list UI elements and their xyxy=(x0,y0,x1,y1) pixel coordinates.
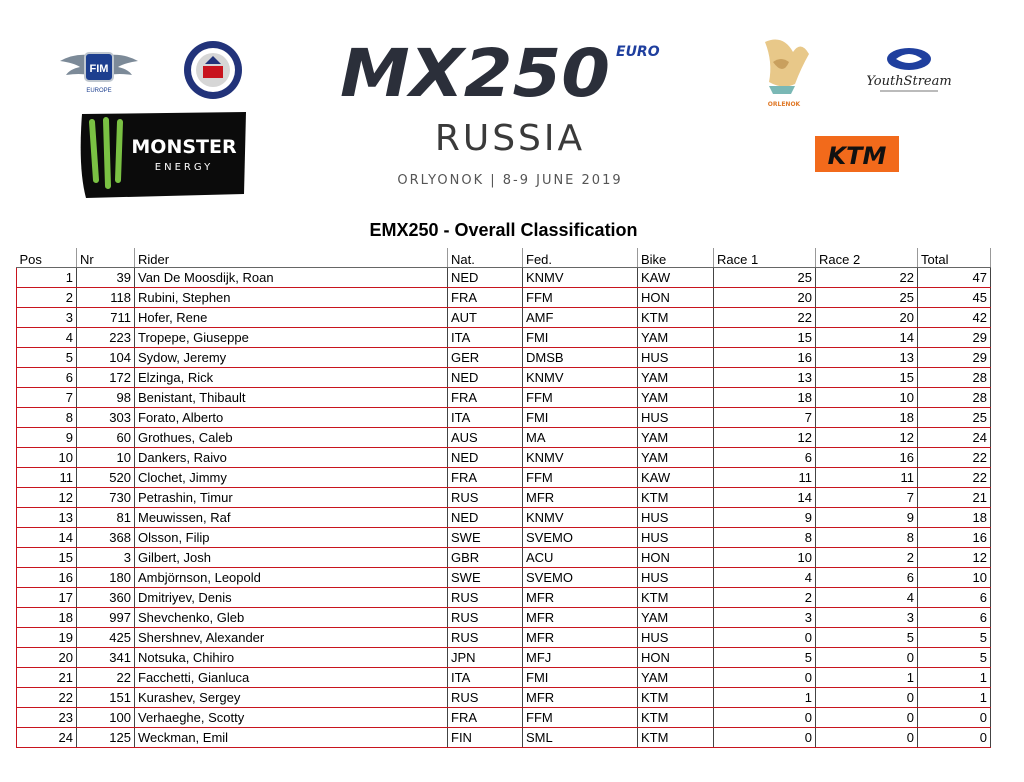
cell-bike: HON xyxy=(638,288,714,308)
table-row xyxy=(17,568,991,588)
cell-pos: 14 xyxy=(17,528,77,548)
cell-race1: 15 xyxy=(714,328,816,348)
cell-bike: HON xyxy=(638,548,714,568)
table-row xyxy=(17,368,991,388)
cell-race2: 15 xyxy=(816,368,918,388)
table-row xyxy=(17,348,991,368)
column-header-total: Total xyxy=(918,248,991,268)
cell-race1: 13 xyxy=(714,368,816,388)
cell-pos: 9 xyxy=(17,428,77,448)
cell-nr: 100 xyxy=(77,708,135,728)
cell-nat: NED xyxy=(448,508,523,528)
monster-energy-logo xyxy=(76,108,251,201)
column-header-rider: Rider xyxy=(135,248,448,268)
cell-bike: YAM xyxy=(638,368,714,388)
cell-bike: KTM xyxy=(638,308,714,328)
cell-rider: Petrashin, Timur xyxy=(135,488,448,508)
cell-pos: 22 xyxy=(17,688,77,708)
cell-race2: 16 xyxy=(816,448,918,468)
cell-total: 45 xyxy=(918,288,991,308)
cell-nr: 711 xyxy=(77,308,135,328)
svg-text:KTM: KTM xyxy=(827,142,887,170)
cell-total: 10 xyxy=(918,568,991,588)
cell-pos: 2 xyxy=(17,288,77,308)
cell-nat: ITA xyxy=(448,328,523,348)
cell-pos: 8 xyxy=(17,408,77,428)
cell-race2: 6 xyxy=(816,568,918,588)
cell-nr: 104 xyxy=(77,348,135,368)
cell-rider: Kurashev, Sergey xyxy=(135,688,448,708)
cell-nr: 997 xyxy=(77,608,135,628)
cell-rider: Clochet, Jimmy xyxy=(135,468,448,488)
cell-race1: 10 xyxy=(714,548,816,568)
svg-text:EUROPE: EUROPE xyxy=(86,88,112,94)
table-row xyxy=(17,328,991,348)
cell-pos: 10 xyxy=(17,448,77,468)
cell-rider: Elzinga, Rick xyxy=(135,368,448,388)
cell-race2: 0 xyxy=(816,648,918,668)
cell-fed: KNMV xyxy=(523,508,638,528)
cell-race2: 22 xyxy=(816,268,918,288)
column-header-nr: Nr xyxy=(77,248,135,268)
cell-bike: HUS xyxy=(638,628,714,648)
cell-pos: 17 xyxy=(17,588,77,608)
cell-pos: 20 xyxy=(17,648,77,668)
cell-race2: 7 xyxy=(816,488,918,508)
cell-fed: AMF xyxy=(523,308,638,328)
cell-race2: 8 xyxy=(816,528,918,548)
table-row xyxy=(17,648,991,668)
cell-nat: SWE xyxy=(448,568,523,588)
cell-nr: 425 xyxy=(77,628,135,648)
cell-bike: KTM xyxy=(638,688,714,708)
cell-race2: 20 xyxy=(816,308,918,328)
ktm-logo xyxy=(815,136,899,172)
column-header-nat: Nat. xyxy=(448,248,523,268)
classification-title: EMX250 - Overall Classification xyxy=(369,220,638,240)
column-header-race2: Race 2 xyxy=(816,248,918,268)
cell-nat: RUS xyxy=(448,628,523,648)
cell-rider: Grothues, Caleb xyxy=(135,428,448,448)
cell-pos: 11 xyxy=(17,468,77,488)
cell-fed: SVEMO xyxy=(523,568,638,588)
cell-race1: 6 xyxy=(714,448,816,468)
cell-pos: 6 xyxy=(17,368,77,388)
cell-rider: Notsuka, Chihiro xyxy=(135,648,448,668)
cell-rider: Gilbert, Josh xyxy=(135,548,448,568)
cell-nr: 22 xyxy=(77,668,135,688)
svg-text:FIM: FIM xyxy=(89,63,109,75)
cell-nat: RUS xyxy=(448,608,523,628)
cell-nat: RUS xyxy=(448,588,523,608)
cell-race1: 8 xyxy=(714,528,816,548)
cell-rider: Weckman, Emil xyxy=(135,728,448,748)
svg-text:EURO: EURO xyxy=(616,44,660,60)
cell-bike: KTM xyxy=(638,728,714,748)
cell-total: 24 xyxy=(918,428,991,448)
cell-race1: 4 xyxy=(714,568,816,588)
cell-total: 21 xyxy=(918,488,991,508)
cell-race1: 5 xyxy=(714,648,816,668)
cell-total: 6 xyxy=(918,588,991,608)
cell-nr: 180 xyxy=(77,568,135,588)
cell-bike: YAM xyxy=(638,668,714,688)
cell-pos: 19 xyxy=(17,628,77,648)
cell-race1: 2 xyxy=(714,588,816,608)
cell-total: 28 xyxy=(918,388,991,408)
svg-text:ORLENOK: ORLENOK xyxy=(767,101,801,108)
cell-total: 25 xyxy=(918,408,991,428)
cell-rider: Benistant, Thibault xyxy=(135,388,448,408)
cell-rider: Van De Moosdijk, Roan xyxy=(135,268,448,288)
cell-total: 5 xyxy=(918,628,991,648)
cell-nat: JPN xyxy=(448,648,523,668)
cell-fed: KNMV xyxy=(523,368,638,388)
cell-race1: 12 xyxy=(714,428,816,448)
cell-nat: NED xyxy=(448,448,523,468)
cell-nat: FRA xyxy=(448,468,523,488)
table-row xyxy=(17,388,991,408)
mx250-euro-logo xyxy=(340,40,670,108)
cell-race2: 0 xyxy=(816,688,918,708)
cell-fed: SML xyxy=(523,728,638,748)
cell-pos: 5 xyxy=(17,348,77,368)
cell-race2: 0 xyxy=(816,708,918,728)
cell-fed: FFM xyxy=(523,388,638,408)
cell-race1: 25 xyxy=(714,268,816,288)
table-row xyxy=(17,608,991,628)
table-row xyxy=(17,488,991,508)
results-table xyxy=(16,248,991,748)
results-rows xyxy=(17,268,991,748)
cell-nat: AUS xyxy=(448,428,523,448)
cell-total: 18 xyxy=(918,508,991,528)
table-row xyxy=(17,688,991,708)
cell-rider: Rubini, Stephen xyxy=(135,288,448,308)
cell-nr: 172 xyxy=(77,368,135,388)
cell-fed: FMI xyxy=(523,408,638,428)
cell-race2: 12 xyxy=(816,428,918,448)
cell-rider: Shevchenko, Gleb xyxy=(135,608,448,628)
cell-pos: 7 xyxy=(17,388,77,408)
cell-rider: Tropepe, Giuseppe xyxy=(135,328,448,348)
cell-race1: 1 xyxy=(714,688,816,708)
cell-bike: YAM xyxy=(638,388,714,408)
cell-bike: KTM xyxy=(638,588,714,608)
cell-nr: 368 xyxy=(77,528,135,548)
table-row xyxy=(17,508,991,528)
cell-pos: 1 xyxy=(17,268,77,288)
svg-text:MX250: MX250 xyxy=(340,40,610,108)
cell-race2: 2 xyxy=(816,548,918,568)
cell-race2: 0 xyxy=(816,728,918,748)
cell-fed: MFJ xyxy=(523,648,638,668)
cell-pos: 23 xyxy=(17,708,77,728)
cell-nat: ITA xyxy=(448,408,523,428)
table-row xyxy=(17,728,991,748)
column-header-bike: Bike xyxy=(638,248,714,268)
cell-fed: ACU xyxy=(523,548,638,568)
cell-race2: 1 xyxy=(816,668,918,688)
cell-fed: MFR xyxy=(523,488,638,508)
cell-total: 5 xyxy=(918,648,991,668)
cell-total: 22 xyxy=(918,468,991,488)
cell-race1: 11 xyxy=(714,468,816,488)
cell-race1: 0 xyxy=(714,628,816,648)
cell-bike: KTM xyxy=(638,488,714,508)
table-row xyxy=(17,428,991,448)
cell-total: 22 xyxy=(918,448,991,468)
cell-fed: FFM xyxy=(523,708,638,728)
cell-race2: 10 xyxy=(816,388,918,408)
cell-rider: Olsson, Filip xyxy=(135,528,448,548)
cell-nat: NED xyxy=(448,268,523,288)
cell-total: 42 xyxy=(918,308,991,328)
federation-seal-logo xyxy=(183,40,243,100)
cell-nr: 3 xyxy=(77,548,135,568)
cell-fed: FFM xyxy=(523,288,638,308)
cell-race2: 13 xyxy=(816,348,918,368)
cell-bike: YAM xyxy=(638,608,714,628)
table-row xyxy=(17,548,991,568)
table-row xyxy=(17,288,991,308)
cell-nat: AUT xyxy=(448,308,523,328)
cell-nr: 118 xyxy=(77,288,135,308)
cell-rider: Dmitriyev, Denis xyxy=(135,588,448,608)
cell-nr: 341 xyxy=(77,648,135,668)
cell-bike: HUS xyxy=(638,508,714,528)
cell-pos: 16 xyxy=(17,568,77,588)
cell-race2: 5 xyxy=(816,628,918,648)
cell-nat: FIN xyxy=(448,728,523,748)
cell-rider: Dankers, Raivo xyxy=(135,448,448,468)
cell-race2: 25 xyxy=(816,288,918,308)
cell-nr: 10 xyxy=(77,448,135,468)
cell-bike: YAM xyxy=(638,448,714,468)
cell-bike: KTM xyxy=(638,708,714,728)
cell-nr: 98 xyxy=(77,388,135,408)
cell-fed: KNMV xyxy=(523,268,638,288)
youthstream-logo xyxy=(860,45,958,97)
svg-text:MONSTER: MONSTER xyxy=(131,136,237,158)
table-row xyxy=(17,308,991,328)
cell-bike: YAM xyxy=(638,428,714,448)
cell-bike: HUS xyxy=(638,348,714,368)
cell-bike: KAW xyxy=(638,268,714,288)
cell-bike: KAW xyxy=(638,468,714,488)
cell-race1: 0 xyxy=(714,728,816,748)
cell-nr: 60 xyxy=(77,428,135,448)
cell-bike: HUS xyxy=(638,568,714,588)
cell-rider: Sydow, Jeremy xyxy=(135,348,448,368)
table-row xyxy=(17,708,991,728)
cell-bike: YAM xyxy=(638,328,714,348)
table-row xyxy=(17,408,991,428)
cell-pos: 3 xyxy=(17,308,77,328)
cell-nat: GBR xyxy=(448,548,523,568)
cell-fed: MFR xyxy=(523,588,638,608)
cell-nr: 360 xyxy=(77,588,135,608)
cell-pos: 15 xyxy=(17,548,77,568)
cell-race1: 18 xyxy=(714,388,816,408)
cell-total: 47 xyxy=(918,268,991,288)
cell-total: 16 xyxy=(918,528,991,548)
cell-nat: RUS xyxy=(448,688,523,708)
cell-nr: 303 xyxy=(77,408,135,428)
cell-rider: Meuwissen, Raf xyxy=(135,508,448,528)
cell-total: 0 xyxy=(918,708,991,728)
cell-total: 29 xyxy=(918,348,991,368)
table-row xyxy=(17,628,991,648)
cell-nat: RUS xyxy=(448,488,523,508)
cell-nat: FRA xyxy=(448,288,523,308)
cell-total: 1 xyxy=(918,688,991,708)
table-row xyxy=(17,588,991,608)
cell-pos: 18 xyxy=(17,608,77,628)
cell-pos: 12 xyxy=(17,488,77,508)
cell-race2: 3 xyxy=(816,608,918,628)
orlyonok-logo xyxy=(755,32,813,110)
cell-nr: 223 xyxy=(77,328,135,348)
cell-race1: 20 xyxy=(714,288,816,308)
cell-total: 0 xyxy=(918,728,991,748)
cell-bike: HUS xyxy=(638,408,714,428)
cell-rider: Verhaeghe, Scotty xyxy=(135,708,448,728)
table-row xyxy=(17,528,991,548)
cell-race1: 3 xyxy=(714,608,816,628)
cell-fed: DMSB xyxy=(523,348,638,368)
table-row xyxy=(17,668,991,688)
cell-total: 12 xyxy=(918,548,991,568)
cell-total: 28 xyxy=(918,368,991,388)
cell-race1: 0 xyxy=(714,708,816,728)
cell-rider: Hofer, Rene xyxy=(135,308,448,328)
cell-rider: Ambjörnson, Leopold xyxy=(135,568,448,588)
cell-total: 6 xyxy=(918,608,991,628)
cell-total: 29 xyxy=(918,328,991,348)
cell-race1: 9 xyxy=(714,508,816,528)
cell-race2: 9 xyxy=(816,508,918,528)
cell-bike: HUS xyxy=(638,528,714,548)
cell-nat: FRA xyxy=(448,388,523,408)
cell-bike: HON xyxy=(638,648,714,668)
cell-nat: GER xyxy=(448,348,523,368)
svg-text:ENERGY: ENERGY xyxy=(154,162,214,173)
cell-nr: 151 xyxy=(77,688,135,708)
cell-nr: 520 xyxy=(77,468,135,488)
cell-pos: 24 xyxy=(17,728,77,748)
cell-nr: 39 xyxy=(77,268,135,288)
cell-nr: 125 xyxy=(77,728,135,748)
event-header xyxy=(0,0,1024,212)
cell-race1: 16 xyxy=(714,348,816,368)
cell-race2: 11 xyxy=(816,468,918,488)
table-row xyxy=(17,468,991,488)
cell-nr: 81 xyxy=(77,508,135,528)
cell-fed: FMI xyxy=(523,668,638,688)
table-row xyxy=(17,448,991,468)
cell-nat: ITA xyxy=(448,668,523,688)
table-header-row xyxy=(17,248,991,268)
cell-rider: Forato, Alberto xyxy=(135,408,448,428)
event-country: RUSSIA xyxy=(434,118,586,159)
cell-fed: MFR xyxy=(523,688,638,708)
cell-race1: 0 xyxy=(714,668,816,688)
cell-fed: MFR xyxy=(523,608,638,628)
column-header-race1: Race 1 xyxy=(714,248,816,268)
cell-nat: SWE xyxy=(448,528,523,548)
event-venue-date: ORLYONOK | 8-9 JUNE 2019 xyxy=(397,173,623,188)
cell-nat: FRA xyxy=(448,708,523,728)
table-row xyxy=(17,268,991,288)
cell-race1: 7 xyxy=(714,408,816,428)
column-header-pos: Pos xyxy=(17,248,77,268)
cell-race2: 14 xyxy=(816,328,918,348)
cell-nat: NED xyxy=(448,368,523,388)
cell-race1: 22 xyxy=(714,308,816,328)
column-header-fed: Fed. xyxy=(523,248,638,268)
cell-race2: 18 xyxy=(816,408,918,428)
cell-fed: MFR xyxy=(523,628,638,648)
cell-fed: KNMV xyxy=(523,448,638,468)
cell-fed: FFM xyxy=(523,468,638,488)
cell-fed: FMI xyxy=(523,328,638,348)
cell-race2: 4 xyxy=(816,588,918,608)
cell-pos: 13 xyxy=(17,508,77,528)
cell-total: 1 xyxy=(918,668,991,688)
fim-europe-logo xyxy=(58,45,140,97)
cell-rider: Shershnev, Alexander xyxy=(135,628,448,648)
cell-pos: 4 xyxy=(17,328,77,348)
cell-pos: 21 xyxy=(17,668,77,688)
cell-fed: SVEMO xyxy=(523,528,638,548)
cell-nr: 730 xyxy=(77,488,135,508)
svg-text:YouthStream: YouthStream xyxy=(866,74,952,89)
cell-rider: Facchetti, Gianluca xyxy=(135,668,448,688)
cell-fed: MA xyxy=(523,428,638,448)
cell-race1: 14 xyxy=(714,488,816,508)
